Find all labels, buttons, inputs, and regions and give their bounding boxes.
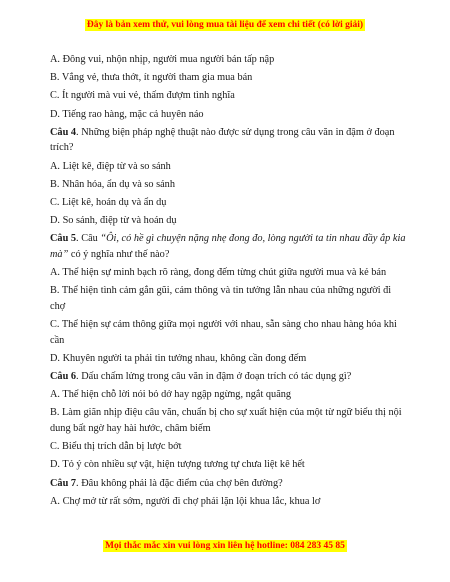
q3-option-a: A. Đông vui, nhộn nhịp, người mua người bán tấp nập <box>50 54 275 65</box>
question-5 <box>50 231 406 262</box>
q6-option-a: A. Thể hiện chỗ lời nói bỏ dở hay ngập ngừng, ngắt quãng <box>50 389 292 401</box>
hotline-footer <box>0 535 450 553</box>
question-6-label: Câu 6 <box>50 371 77 382</box>
q5-option-d: D. Khuyên người ta phải tin tưởng nhau, không cần đong đếm <box>50 352 307 364</box>
q4-option-c: C. Liệt kê, hoán dụ và ẩn dụ <box>50 196 167 208</box>
question-4-label: Câu 4 <box>50 126 77 138</box>
q6-option-d: D. Tỏ ý còn nhiều sự vật, hiện tượng tương tự chưa liệt kê hết <box>50 459 305 471</box>
hotline-footer-text: Mọi thắc mắc xin vui lòng xin liên hệ hotline: 084 283 45 85 <box>105 541 345 551</box>
q6-option-b: B. Làm giãn nhịp điệu câu văn, chuẩn bị cho sự xuất hiện của một từ ngữ biểu thị nội dung bất ngờ hay hài hước, châm biếm <box>50 407 402 434</box>
q6-option-c: C. Biểu thị trích dẫn bị lược bớt <box>50 441 182 453</box>
q3-option-c: C. Ít người mà vui vẻ, thấm đượm tình nghĩa <box>50 90 235 102</box>
q4-option-a: A. Liệt kê, điệp từ và so sánh <box>50 160 171 172</box>
q4-option-d: D. So sánh, điệp từ và hoán dụ <box>50 215 177 227</box>
document-body <box>50 52 406 512</box>
question-6-text: . Dấu chấm lửng trong câu văn in đậm ở đoạn trích có tác dụng gì? <box>76 371 352 382</box>
preview-banner-text: Đây là bản xem thử, vui lòng mua tài liệu để xem chi tiết (có lời giải) <box>86 20 364 30</box>
question-7-label: Câu 7 <box>50 477 77 489</box>
question-7 <box>50 476 406 492</box>
question-5-quote: “Ôi, có hề gì chuyện nặng nhẹ đong đo, lòng người ta tin nhau đầy ắp kia mà” <box>50 233 406 260</box>
question-6 <box>50 369 406 385</box>
preview-banner <box>0 14 450 32</box>
q4-option-b: B. Nhân hóa, ẩn dụ và so sánh <box>50 178 175 190</box>
question-4-text: . Những biện pháp nghệ thuật nào được sử dụng trong câu văn in đậm ở đoạn trích? <box>50 126 395 154</box>
q3-option-d: D. Tiếng rao hàng, mặc cả huyên náo <box>50 108 204 120</box>
q3-option-b: B. Vắng vẻ, thưa thớt, ít người tham gia mua bán <box>50 72 253 84</box>
question-5-text-before: . Câu <box>76 233 101 245</box>
q7-option-a: A. Chợ mở từ rất sớm, người đi chợ phải lặn lội khua lắc, khua lơ <box>50 495 321 507</box>
question-4 <box>50 125 406 156</box>
q5-option-a: A. Thể hiện sự minh bạch rõ ràng, đong đếm từng chút giữa người mua và kẻ bán <box>50 267 387 279</box>
question-7-text: . Đâu không phải là đặc điểm của chợ bên đường? <box>76 477 283 489</box>
q5-option-b: B. Thể hiện tình cảm gắn gũi, cảm thông và tin tưởng lẫn nhau của những người đi chợ <box>50 285 392 312</box>
question-5-label: Câu 5 <box>50 233 77 245</box>
q5-option-c: C. Thể hiện sự cảm thông giữa mọi người với nhau, sẵn sàng cho nhau hàng hóa khi cần <box>50 319 397 346</box>
question-5-text-after: có ý nghĩa như thế nào? <box>68 248 170 260</box>
